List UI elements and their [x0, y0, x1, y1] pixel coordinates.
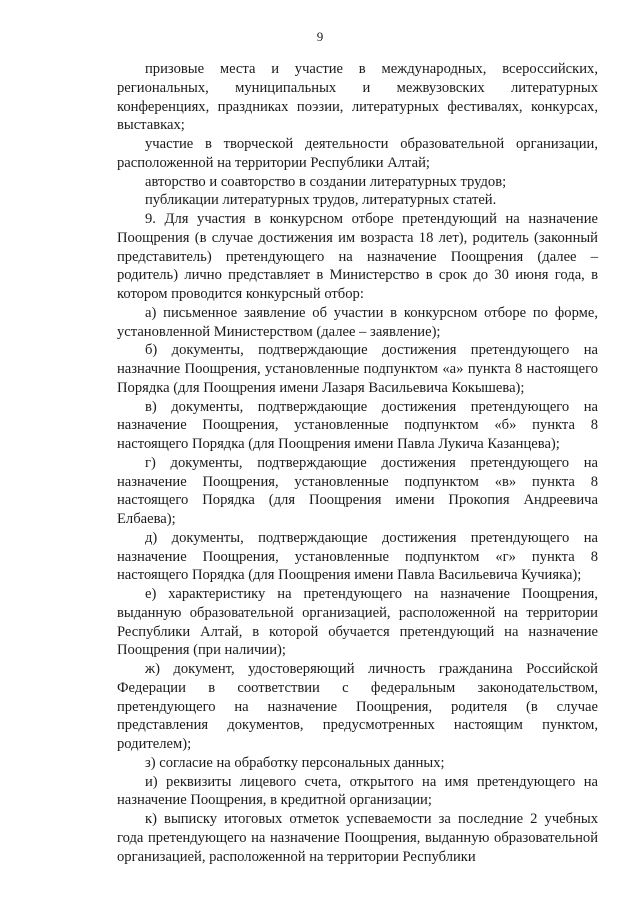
list-item-g: г) документы, подтверждающие достижения претендующего на назначение Поощрения, установленные подпунктом «в» пункта 8 настоящего Порядка (для Поощрения имени Прокопия Андреевича Елбаева); [117, 454, 598, 527]
list-item-a: а) письменное заявление об участии в конкурсном отборе по форме, установленной Министерством (далее – заявление); [117, 304, 598, 340]
document-body [117, 60, 598, 866]
list-item-k: к) выписку итоговых отметок успеваемости за последние 2 учебных года претендующего на назначение Поощрения, выданную образовательной организацией, расположенной на территории Республики [117, 811, 598, 865]
list-item-v: в) документы, подтверждающие достижения претендующего на назначение Поощрения, установленные подпунктом «б» пункта 8 настоящего Порядка (для Поощрения имени Павла Лукича Казанцева); [117, 398, 598, 452]
list-item-z: з) согласие на обработку персональных данных; [145, 754, 445, 771]
list-item-b: б) документы, подтверждающие достижения претендующего на назначние Поощрения, установленные подпунктом «а» пункта 8 настоящего Порядка (для Поощрения имени Лазаря Васильевича Кокышева); [117, 342, 598, 396]
list-item-i: и) реквизиты лицевого счета, открытого на имя претендующего на назначение Поощрения, в кредитной организации; [117, 773, 598, 809]
list-item-zh: ж) документ, удостоверяющий личность гражданина Российской Федерации в соответствии с федеральным законодательством, претендующего на назначение Поощрения, родителя (в случае представления документов, предусмотренных настоящим пунктом, родителем); [117, 661, 598, 752]
paragraph-authorship: авторство и соавторство в создании литературных трудов; [145, 173, 507, 190]
list-item-e: е) характеристику на претендующего на назначение Поощрения, выданную образовательной организацией, расположенной на территории Республики Алтай, в которой обучается претендующий на назначение Поощрения (при наличии); [117, 586, 598, 659]
page-number: 9 [316, 29, 324, 44]
paragraph-creative-activity: участие в творческой деятельности образовательной организации, расположенной на территории Республики Алтай; [117, 136, 598, 171]
list-item-d: д) документы, подтверждающие достижения претендующего на назначение Поощрения, установленные подпунктом «г» пункта 8 настоящего Порядка (для Поощрения имени Павла Васильевича Кучияка); [117, 529, 598, 584]
paragraph-section-9: 9. Для участия в конкурсном отборе претендующий на назначение Поощрения (в случае достижения им возраста 18 лет), родитель (законный представитель) претендующего на назначение Поощрения (далее – родитель) лично представляет в Министерство в срок до 30 июня года, в котором проводится конкурсный отбор: [117, 211, 598, 302]
paragraph-prize-places: призовые места и участие в международных, всероссийских, региональных, муниципальных и межвузовских литературных конференциях, праздниках поэзии, литературных фестивалях, конкурсах, выставках; [117, 61, 598, 134]
paragraph-publications: публикации литературных трудов, литературных статей. [145, 192, 497, 209]
